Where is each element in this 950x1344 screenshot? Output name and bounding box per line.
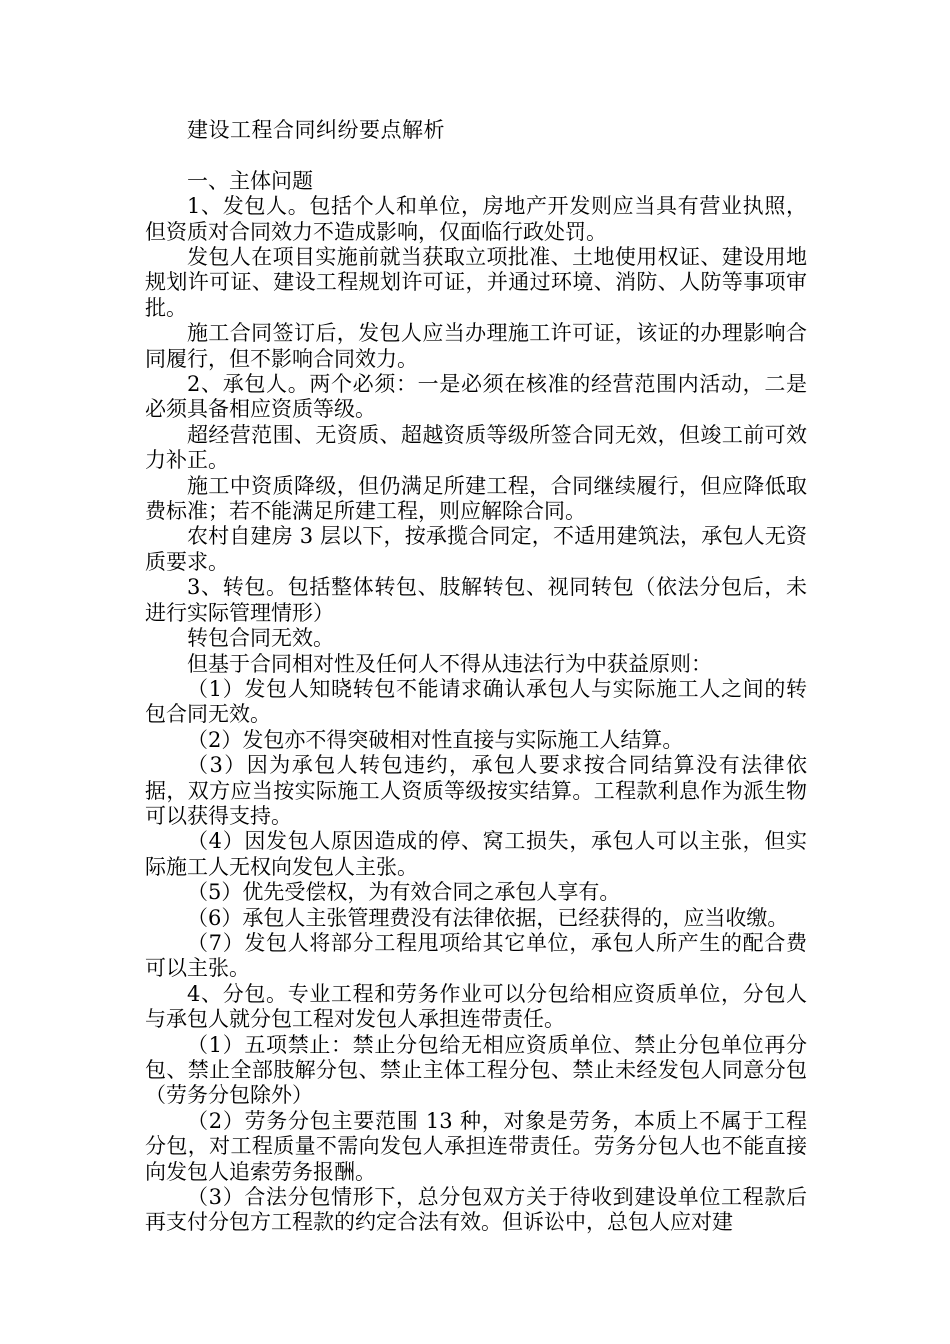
list-item: （4）因发包人原因造成的停、窝工损失，承包人可以主张，但实际施工人无权向发包人主张。	[145, 829, 807, 879]
paragraph: 4、分包。专业工程和劳务作业可以分包给相应资质单位，分包人与承包人就分包工程对发包人承担连带责任。	[145, 981, 807, 1032]
document-title: 建设工程合同纠纷要点解析	[187, 118, 445, 142]
paragraph: 2、承包人。两个必须：一是必须在核准的经营范围内活动，二是必须具备相应资质等级。	[145, 372, 807, 422]
paragraph: 1、发包人。包括个人和单位，房地产开发则应当具有营业执照，但资质对合同效力不造成影响，仅面临行政处罚。	[145, 194, 807, 244]
paragraph: 施工合同签订后，发包人应当办理施工许可证，该证的办理影响合同履行，但不影响合同效力。	[145, 321, 807, 371]
section-heading: 一、主体问题	[187, 168, 313, 193]
list-item: （6）承包人主张管理费没有法律依据，已经获得的，应当收缴。	[187, 905, 789, 930]
paragraph: 发包人在项目实施前就当获取立项批准、土地使用权证、建设用地规划许可证、建设工程规划许可证，并通过环境、消防、人防等事项审批。	[145, 245, 807, 320]
paragraph: 3、转包。包括整体转包、肢解转包、视同转包（依法分包后，未进行实际管理情形）	[145, 575, 807, 625]
list-item: （1）发包人知晓转包不能请求确认承包人与实际施工人之间的转包合同无效。	[145, 676, 807, 727]
paragraph: 农村自建房 3 层以下，按承揽合同定，不适用建筑法，承包人无资质要求。	[145, 524, 807, 574]
list-item: （2）发包亦不得突破相对性直接与实际施工人结算。	[187, 727, 684, 752]
list-item: （1）五项禁止：禁止分包给无相应资质单位、禁止分包单位再分包、禁止全部肢解分包、禁止主体工程分包、禁止未经发包人同意分包（劳务分包除外）	[145, 1032, 807, 1108]
list-item: （3）合法分包情形下，总分包双方关于待收到建设单位工程款后再支付分包方工程款的约定合法有效。但诉讼中，总包人应对建	[145, 1185, 807, 1235]
list-item: （3）因为承包人转包违约，承包人要求按合同结算没有法律依据，双方应当按实际施工人资质等级按实结算。工程款利息作为派生物可以获得支持。	[145, 753, 807, 828]
paragraph: 转包合同无效。	[187, 626, 334, 651]
paragraph: 施工中资质降级，但仍满足所建工程，合同继续履行，但应降低取费标准；若不能满足所建工程，则应解除合同。	[145, 473, 807, 524]
list-item: （7）发包人将部分工程甩项给其它单位，承包人所产生的配合费可以主张。	[145, 930, 807, 981]
paragraph: 超经营范围、无资质、超越资质等级所签合同无效，但竣工前可效力补正。	[145, 422, 807, 473]
document-body	[145, 118, 807, 1236]
list-item: （2）劳务分包主要范围 13 种，对象是劳务，本质上不属于工程分包，对工程质量不需向发包人承担连带责任。劳务分包人也不能直接向发包人追索劳务报酬。	[145, 1108, 807, 1184]
paragraph: 但基于合同相对性及任何人不得从违法行为中获益原则：	[187, 651, 712, 676]
list-item: （5）优先受偿权，为有效合同之承包人享有。	[187, 880, 621, 905]
